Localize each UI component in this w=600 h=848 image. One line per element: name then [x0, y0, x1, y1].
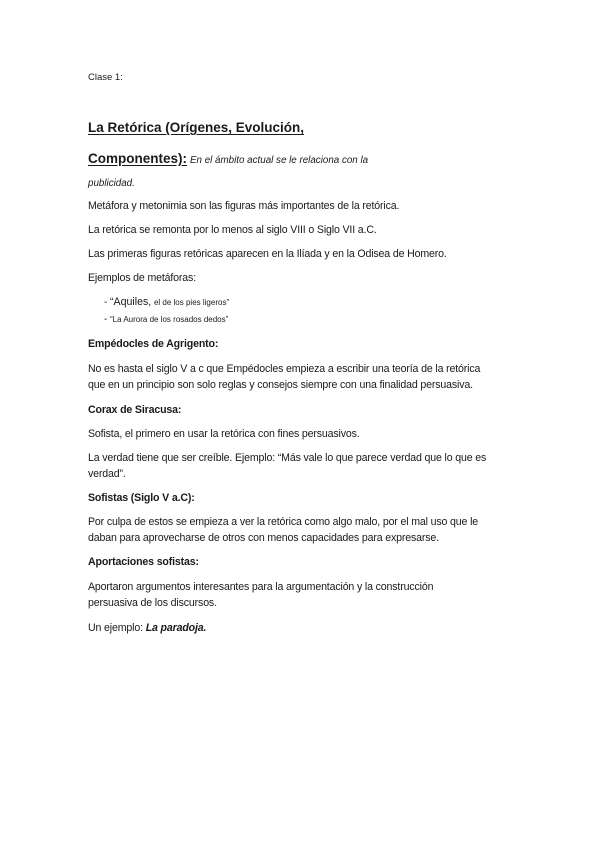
- bullet-dash: -: [104, 314, 108, 325]
- corax-line-2: La verdad tiene que ser creíble. Ejemplo: “Más vale lo que parece verdad que lo que es: [88, 452, 487, 464]
- corax-line-3: verdad”.: [88, 468, 126, 480]
- title-components: Componentes):: [88, 151, 187, 166]
- corax-line-1: Sofista, el primero en usar la retórica con fines persuasivos.: [88, 428, 360, 440]
- class-label: Clase 1:: [88, 72, 123, 83]
- title-subtitle-2: publicidad.: [88, 178, 135, 189]
- aportaciones-line-1: Aportaron argumentos interesantes para la argumentación y la construcción: [88, 581, 434, 593]
- paragraph-3: Las primeras figuras retóricas aparecen en la Ilíada y en la Odisea de Homero.: [88, 248, 447, 260]
- corax-heading: Corax de Siracusa:: [88, 404, 182, 416]
- paragraph-1: Metáfora y metonimia son las figuras más importantes de la retórica.: [88, 200, 400, 212]
- sofistas-heading: Sofistas (Siglo V a.C):: [88, 492, 195, 504]
- example-main-1: “Aquiles,: [110, 296, 152, 308]
- title-line-2: [88, 150, 368, 168]
- title-subtitle-1: En el ámbito actual se le relaciona con la: [190, 155, 369, 166]
- sofistas-line-2: daban para aprovecharse de otros con menos capacidades para expresarse.: [88, 532, 439, 544]
- example-value: La paradoja.: [145, 622, 207, 634]
- example-rest-2: “La Aurora de los rosados dedos”: [110, 315, 229, 324]
- aportaciones-example: [88, 622, 206, 634]
- example-label: Un ejemplo:: [88, 622, 143, 634]
- aportaciones-line-2: persuasiva de los discursos.: [88, 597, 217, 609]
- aportaciones-heading: Aportaciones sofistas:: [88, 556, 199, 568]
- empedocles-heading: Empédocles de Agrigento:: [88, 338, 219, 350]
- example-item-2: [104, 314, 228, 325]
- empedocles-line-1: No es hasta el siglo V a c que Empédocles empieza a escribir una teoría de la retórica: [88, 363, 481, 375]
- example-item-1: [104, 296, 229, 308]
- paragraph-4: Ejemplos de metáforas:: [88, 272, 196, 284]
- paragraph-2: La retórica se remonta por lo menos al siglo VIII o Siglo VII a.C.: [88, 224, 377, 236]
- example-rest-1: el de los pies ligeros”: [153, 298, 230, 307]
- empedocles-line-2: que en un principio son solo reglas y consejos siempre con una finalidad persuasiva.: [88, 379, 473, 391]
- title-line-1: La Retórica (Orígenes, Evolución,: [88, 120, 305, 135]
- sofistas-line-1: Por culpa de estos se empieza a ver la retórica como algo malo, por el mal uso que le: [88, 516, 479, 528]
- bullet-dash: -: [104, 297, 108, 308]
